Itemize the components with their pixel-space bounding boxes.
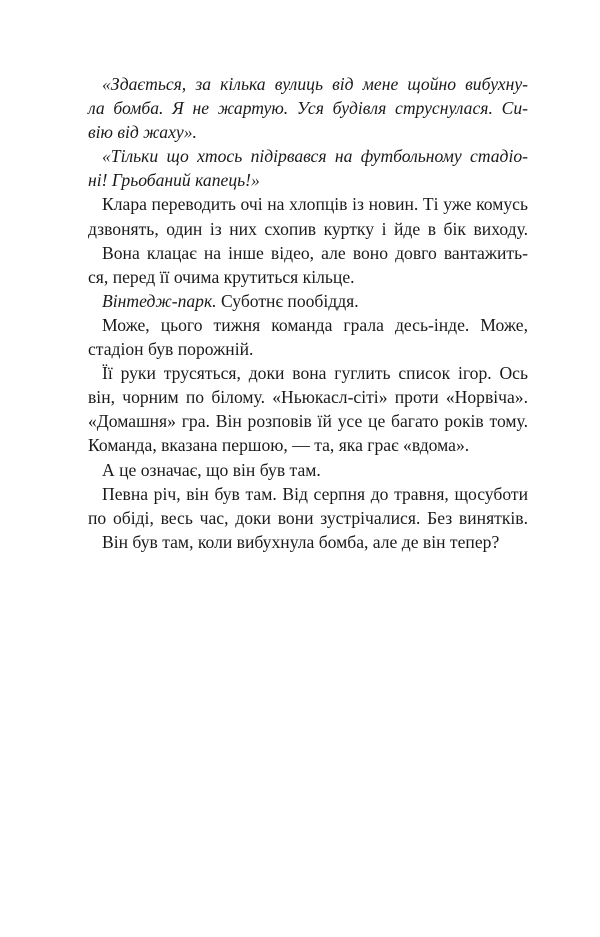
body-text: Він був там, коли вибухнула бомба, але де він тепер?: [102, 531, 500, 552]
body-text: ся, перед її очима крутиться кільце.: [88, 266, 355, 287]
text-line: [88, 337, 528, 361]
body-text: Вона клацає на інше відео, але воно довго вантажить-: [102, 242, 528, 263]
italic-text: «Тільки що хтось підірвався на футбольному стадіо-: [102, 146, 528, 167]
text-line: [88, 361, 528, 385]
body-text: «Домашня» гра. Він розповів їй усе це багато років тому.: [88, 411, 528, 432]
text-line: [88, 385, 528, 409]
text-line: [88, 168, 528, 192]
body-text: стадіон був порожній.: [88, 339, 254, 360]
body-text: Суботнє пообіддя.: [216, 290, 359, 311]
text-line: [88, 506, 528, 530]
text-line: [88, 530, 528, 554]
body-text: він, чорним по білому. «Ньюкасл-сіті» проти «Норвіча».: [88, 387, 528, 408]
text-line: [88, 433, 528, 457]
italic-text: Вінтедж-парк.: [102, 290, 217, 311]
italic-text: «Здається, за кілька вулиць від мене щойно вибухну-: [102, 74, 528, 94]
body-text: Може, цього тижня команда грала десь-інде. Може,: [102, 314, 528, 335]
text-line: [88, 96, 528, 120]
text-line: [88, 241, 528, 265]
text-line: [88, 313, 528, 337]
body-text: Клара переводить очі на хлопців із новин. Ті уже комусь: [102, 194, 528, 215]
body-text: А це означає, що він був там.: [102, 459, 321, 480]
italic-text: ла бомба. Я не жартую. Уся будівля струснулася. Си-: [88, 98, 528, 119]
body-text: по обіді, весь час, доки вони зустрічалися. Без винятків.: [88, 507, 528, 528]
text-line: [88, 458, 528, 482]
text-line: [88, 144, 528, 168]
body-text: Її руки трусяться, доки вона гуглить список ігор. Ось: [102, 363, 528, 384]
body-text: Команда, вказана першою, — та, яка грає «вдома».: [88, 435, 470, 456]
italic-text: ні! Грьобаний капець!»: [88, 170, 260, 191]
text-line: [88, 72, 528, 96]
text-line: [88, 192, 528, 216]
text-line: [88, 120, 528, 144]
italic-text: вію від жаху».: [88, 122, 197, 143]
body-text: дзвонять, один із них схопив куртку і йде в бік виходу.: [88, 218, 528, 239]
text-line: [88, 409, 528, 433]
book-page-text: [88, 72, 528, 554]
body-text: Певна річ, він був там. Від серпня до травня, щосуботи: [102, 483, 528, 504]
text-line: [88, 482, 528, 506]
text-line: [88, 289, 528, 313]
text-line: [88, 265, 528, 289]
text-line: [88, 217, 528, 241]
